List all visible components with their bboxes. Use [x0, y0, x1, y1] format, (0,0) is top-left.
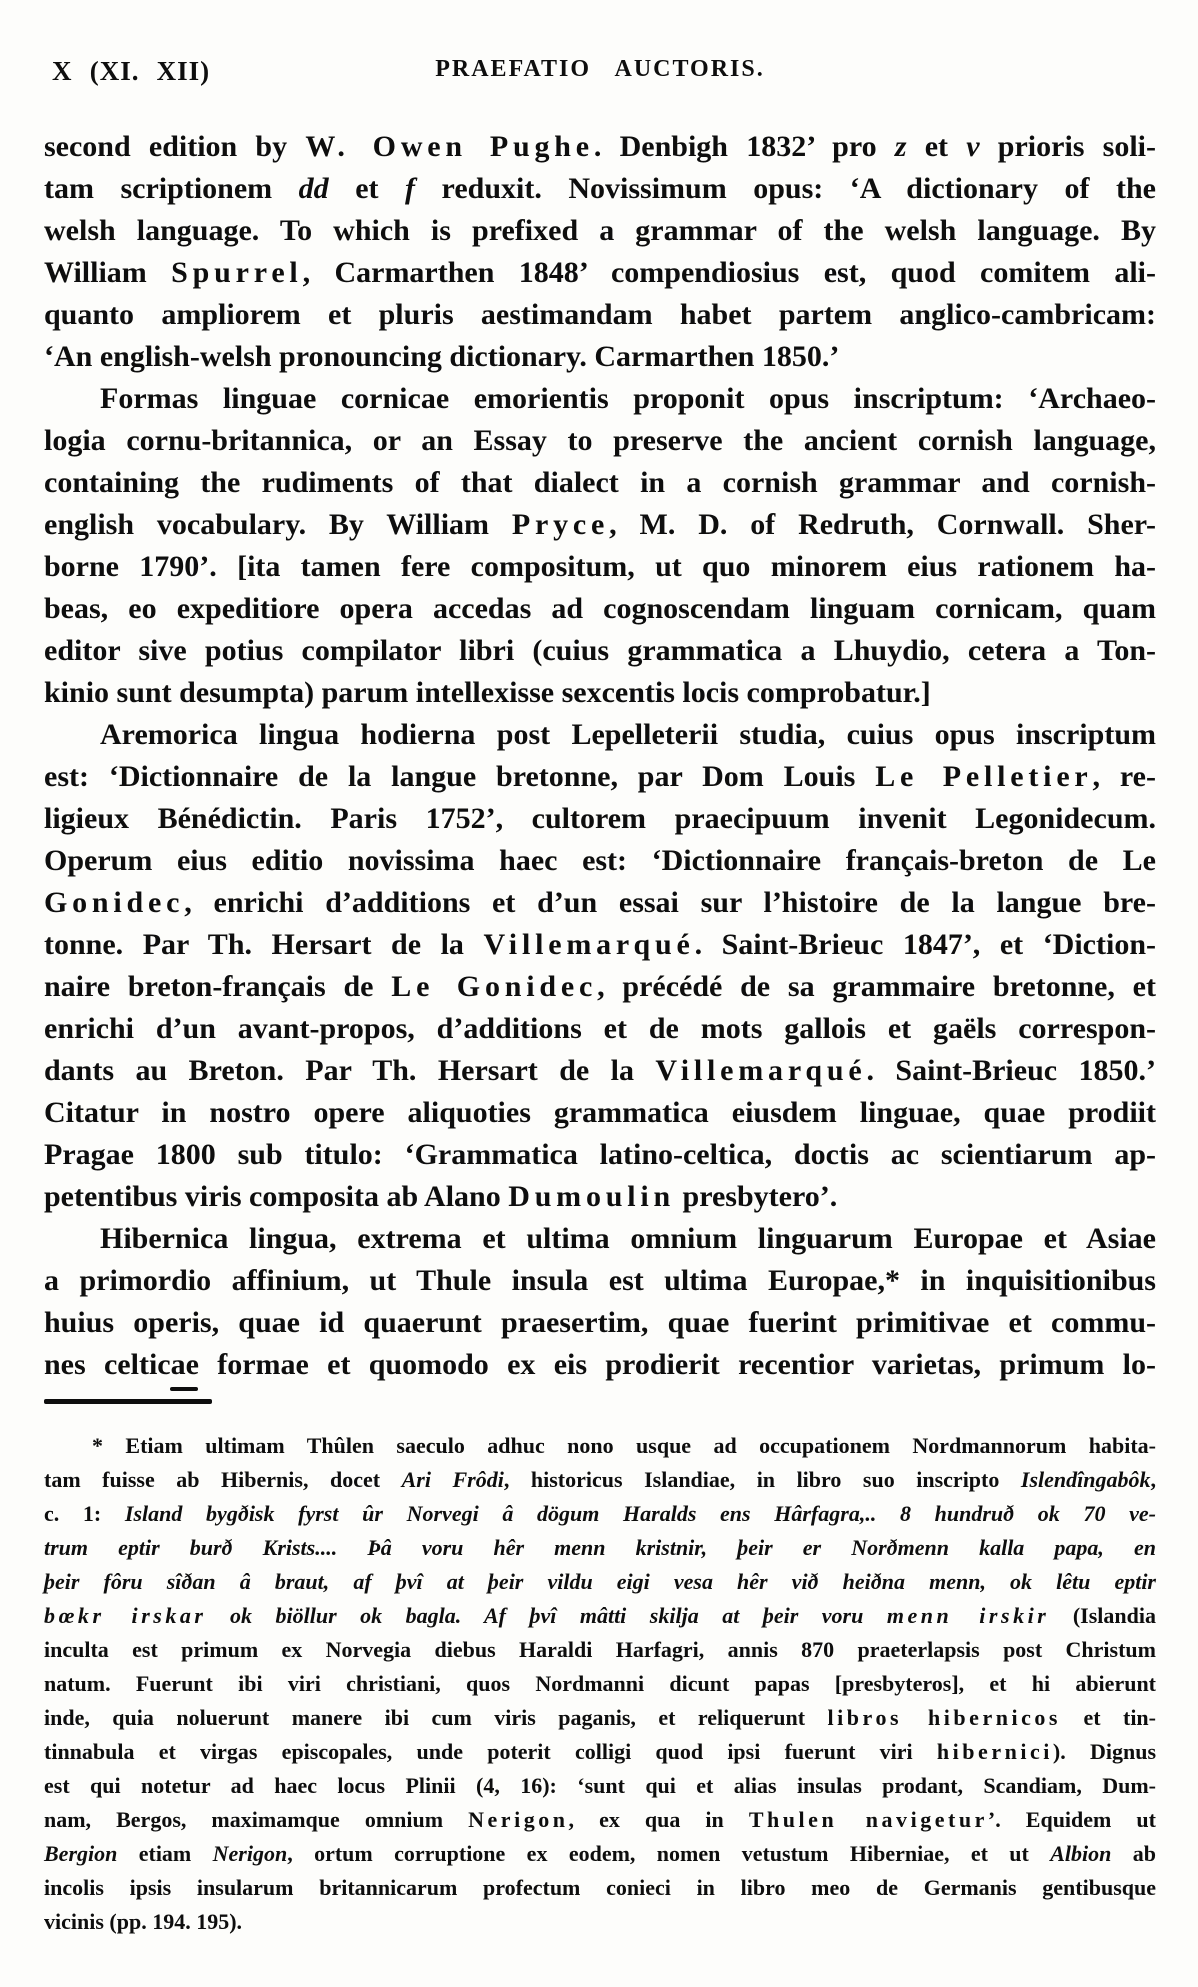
text-line: bœkr irskar ok biöllur ok bagla. Af þvî mâtti skilja at þeir voru menn irskir (Islandia	[44, 1603, 1156, 1628]
text-column	[44, 56, 1156, 1939]
emphasized-text: libros hibernicos	[827, 1705, 1061, 1730]
text-line: c. 1: Island bygðisk fyrst ûr Norvegi â dögum Haralds ens Hârfagra,.. 8 hundruð ok 70 ve-	[44, 1501, 1156, 1526]
emphasized-text: Villemarqué	[483, 928, 695, 961]
text-line: welsh language. To which is prefixed a grammar of the welsh language. By	[44, 214, 1156, 247]
text-line: Aremorica lingua hodierna post Lepelleterii studia, cuius opus inscriptum	[100, 718, 1156, 751]
emphasized-text: Le Pelletier	[875, 760, 1093, 793]
emphasized-text: Nerigon	[212, 1841, 288, 1866]
running-title: PRAEFATIO AUCTORIS.	[435, 56, 765, 82]
text-line: Hibernica lingua, extrema et ultima omnium linguarum Europae et Asiae	[100, 1222, 1156, 1255]
emphasized-text: Le Gonidec	[391, 970, 598, 1003]
text-line: tinnabula et virgas episcopales, unde poterit colligi quod ipsi fuerunt viri hibernici). Dignus	[44, 1739, 1157, 1764]
emphasized-text: Dumoulin	[508, 1180, 676, 1213]
emphasized-text: v	[966, 130, 980, 163]
emphasized-text: Villemarqué	[655, 1054, 867, 1087]
emphasized-text: Ari Frôdi	[401, 1467, 504, 1492]
text-line: ligieux Bénédictin. Paris 1752’, cultorem praecipuum invenit Legonidecum.	[44, 802, 1156, 835]
emphasized-text: Bergion	[44, 1841, 118, 1866]
text-line: tam fuisse ab Hibernis, docet Ari Frôdi, historicus Islandiae, in libro suo inscripto Islendîngabôk,	[44, 1467, 1156, 1492]
emphasized-text: bœkr irskar	[44, 1603, 207, 1628]
text-line: inculta est primum ex Norvegia diebus Haraldi Harfagri, annis 870 praeterlapsis post Christum	[44, 1637, 1156, 1662]
text-line: est: ‘Dictionnaire de la langue bretonne, par Dom Louis Le Pelletier, re-	[44, 760, 1156, 793]
paragraph	[44, 378, 1156, 714]
text-line: tam scriptionem dd et f reduxit. Novissimum opus: ‘A dictionary of the	[44, 172, 1156, 205]
emphasized-text: Spurrel	[171, 256, 303, 289]
text-line: beas, eo expeditiore opera accedas ad cognoscendam linguam cornicam, quam	[44, 592, 1156, 625]
running-head	[44, 56, 1156, 90]
emphasized-text: menn irskir	[886, 1603, 1050, 1628]
text-line: Gonidec, enrichi d’additions et d’un essai sur l’histoire de la langue bre-	[44, 886, 1156, 919]
emphasized-text: hibernici	[936, 1739, 1053, 1764]
emphasized-text: Albion	[1050, 1841, 1112, 1866]
text-line: editor sive potius compilator libri (cuius grammatica a Lhuydio, cetera a Ton-	[44, 634, 1156, 667]
emphasized-text: dd	[298, 172, 329, 205]
text-line	[44, 1565, 1156, 1599]
text-line: enrichi d’un avant-propos, d’additions et de mots gallois et gaëls correspon-	[44, 1012, 1156, 1045]
paragraph	[44, 126, 1156, 378]
emphasized-text: z	[894, 130, 907, 163]
body-text	[44, 126, 1156, 1386]
emphasized-text: f	[405, 172, 416, 205]
text-line: inde, quia noluerunt manere ibi cum viris paganis, et reliquerunt libros hibernicos et tin-	[44, 1705, 1156, 1730]
text-line: quanto ampliorem et pluris aestimandam habet partem anglico-cambricam:	[44, 298, 1156, 331]
text-line: petentibus viris composita ab Alano Dumoulin presbytero’.	[44, 1180, 838, 1213]
paragraph	[44, 714, 1156, 1218]
text-line: english vocabulary. By William Pryce, M. D. of Redruth, Cornwall. Sher-	[44, 508, 1156, 541]
emphasized-text: ok biöllur ok bagla. Af þvî mâtti skilja at þeir voru	[206, 1603, 887, 1628]
emphasized-text: Islendîngabôk	[1020, 1467, 1151, 1492]
text-line: Operum eius editio novissima haec est: ‘Dictionnaire français-breton de Le	[44, 844, 1156, 877]
emphasized-text: þeir fôru sîðan â braut, af þvî at þeir vildu eigi vesa hêr við heiðna menn, ok lêtu eptir	[44, 1569, 1156, 1594]
text-line: Citatur in nostro opere aliquoties grammatica eiusdem linguae, quae prodiit	[44, 1096, 1156, 1129]
text-line: second edition by W. Owen Pughe. Denbigh 1832’ pro z et v prioris soli-	[44, 130, 1157, 163]
emphasized-text: W. Owen Pughe	[305, 130, 594, 163]
text-line: William Spurrel, Carmarthen 1848’ compendiosius est, quod comitem ali-	[44, 256, 1156, 289]
text-line: naire breton-français de Le Gonidec, précédé de sa grammaire bretonne, et	[44, 970, 1156, 1003]
emphasized-text: Thulen navigetur	[748, 1807, 988, 1832]
text-line: * Etiam ultimam Thûlen saeculo adhuc nono usque ad occupationem Nordmannorum habita-	[92, 1433, 1156, 1458]
text-line: Formas linguae cornicae emorientis proponit opus inscriptum: ‘Archaeo-	[100, 382, 1156, 415]
text-line: containing the rudiments of that dialect in a cornish grammar and cornish-	[44, 466, 1156, 499]
emphasized-text: Nerigon	[468, 1807, 569, 1832]
emphasized-text: trum eptir burð Krists.... Þâ voru hêr menn kristnir, þeir er Norðmenn kalla papa, en	[44, 1535, 1156, 1560]
emphasized-text: Island bygðisk fyrst ûr Norvegi â dögum Haralds ens Hârfagra,.. 8 hundruð ok 70 ve-	[124, 1501, 1156, 1526]
emphasized-text: Gonidec	[44, 886, 185, 919]
footnote	[44, 1429, 1156, 1939]
emphasized-text: Pryce	[511, 508, 610, 541]
text-line: nam, Bergos, maximamque omnium Nerigon, ex qua in Thulen navigetur’. Equidem ut	[44, 1807, 1156, 1832]
text-line: a primordio affinium, ut Thule insula est ultima Europae,* in inquisitionibus	[44, 1264, 1156, 1297]
text-line	[44, 1531, 1156, 1565]
text-line: borne 1790’. [ita tamen fere compositum, ut quo minorem eius rationem ha-	[44, 550, 1156, 583]
footnote-separator-rule	[44, 1399, 212, 1404]
text-line: est qui notetur ad haec locus Plinii (4, 16): ‘sunt qui et alias insulas prodant, Scandiam, Dum-	[44, 1773, 1156, 1798]
text-line: natum. Fuerunt ibi viri christiani, quos Nordmanni dicunt papas [presbyteros], et hi abierunt	[44, 1671, 1156, 1696]
text-line: incolis ipsis insularum britannicarum profectum conieci in libro meo de Germanis gentibusque	[44, 1875, 1156, 1900]
text-line: vicinis (pp. 194. 195).	[44, 1909, 243, 1934]
text-line: tonne. Par Th. Hersart de la Villemarqué. Saint-Brieuc 1847’, et ‘Diction-	[44, 928, 1156, 961]
text-line: Bergion etiam Nerigon, ortum corruptione ex eodem, nomen vetustum Hiberniae, et ut Albion ab	[44, 1841, 1156, 1866]
text-line: dants au Breton. Par Th. Hersart de la Villemarqué. Saint-Brieuc 1850.’	[44, 1054, 1156, 1087]
paragraph	[44, 1218, 1156, 1386]
text-line: logia cornu-britannica, or an Essay to preserve the ancient cornish language,	[44, 424, 1156, 457]
rule-tick-mark	[170, 1387, 198, 1391]
text-line: ‘An english-welsh pronouncing dictionary. Carmarthen 1850.’	[44, 340, 840, 373]
text-line: nes celticae formae et quomodo ex eis prodierit recentior varietas, primum lo-	[44, 1348, 1156, 1381]
text-line: huius operis, quae id quaerunt praesertim, quae fuerint primitivae et commu-	[44, 1306, 1156, 1339]
text-line: Pragae 1800 sub titulo: ‘Grammatica latino-celtica, doctis ac scientiarum ap-	[44, 1138, 1156, 1171]
text-line: kinio sunt desumpta) parum intellexisse sexcentis locis comprobatur.]	[44, 676, 931, 709]
page-number: X (XI. XII)	[52, 56, 211, 86]
